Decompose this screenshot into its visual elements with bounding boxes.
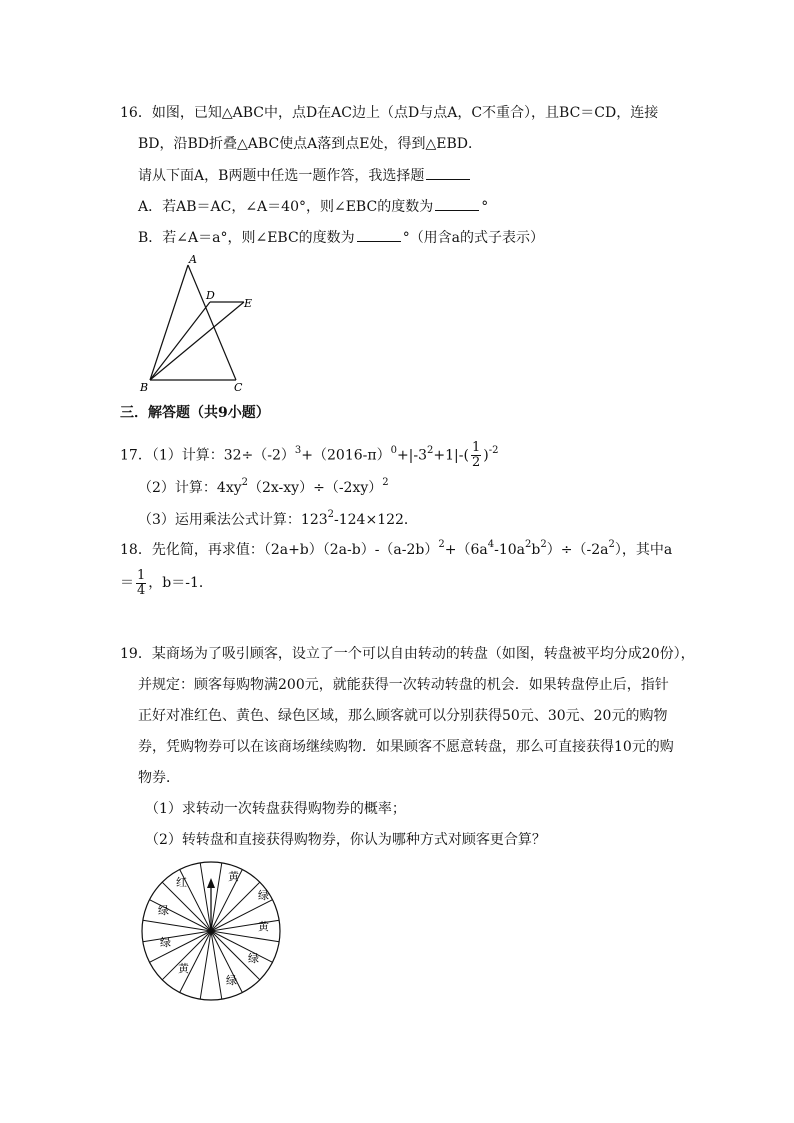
q19-line1: 19．某商场为了吸引顾客，设立了一个可以自由转动的转盘（如图，转盘被平均分成20份）， [120, 646, 695, 662]
fraction-numerator: 1 [471, 440, 481, 455]
q17-p1-abs: +|-3 [396, 447, 428, 464]
q16-line1: 16．如图，已知△ABC中，点D在AC边上（点D与点A，C不重合），且BC＝CD，连接 [120, 105, 659, 121]
q18-exp-b: 4 [487, 539, 495, 550]
answer-blank[interactable] [426, 165, 470, 180]
wheel-sector-label: 绿 [158, 904, 169, 917]
q17-exp-3: 3 [294, 444, 302, 456]
q16-line2: BD，沿BD折叠△ABC使点A落到点E处，得到△EBD． [138, 136, 482, 152]
q18-l2-a: ＝ [120, 575, 134, 591]
q19-sub1: （1）求转动一次转盘获得购物券的概率； [145, 801, 406, 817]
q17-exp-2: 2 [427, 444, 434, 456]
q17-p2-exp-b: 2 [382, 477, 389, 488]
wheel-sector-label: 绿 [226, 974, 237, 987]
q17-p1-mid: +（2016-π） [301, 447, 391, 464]
q18-exp-e: 2 [608, 539, 615, 550]
spinner-wheel [138, 858, 284, 1004]
fraction-denominator: 2 [471, 455, 481, 470]
q18-line2 [120, 568, 213, 598]
q18-l1-c: -10a [494, 542, 526, 558]
label-d: D [206, 289, 215, 302]
wheel-spoke [211, 882, 260, 931]
q17-exp-neg2: -2 [488, 444, 499, 456]
q17-part3 [138, 510, 418, 532]
q16-line3 [138, 165, 472, 186]
q17-exp-0: 0 [390, 444, 397, 456]
fraction-denominator: 4 [137, 582, 146, 598]
wheel-sector-label: 绿 [248, 952, 259, 965]
q18-l2-b: ，b＝-1． [148, 575, 213, 591]
q18-l1-a: 18．先化简，再求值：（2a+b）（2a-b）-（a-2b） [120, 542, 439, 558]
q18-exp-a: 2 [438, 539, 445, 550]
q17-p1-close: ) [483, 447, 489, 464]
q18-exp-c: 2 [525, 539, 532, 550]
q17-part2 [138, 478, 389, 500]
fraction-one-half [471, 441, 481, 470]
q19-line2: 并规定：顾客每购物满200元，就能获得一次转动转盘的机会．如果转盘停止后，指针 [138, 677, 669, 693]
q17-p2-exp-a: 2 [241, 477, 248, 488]
label-c: C [234, 381, 243, 394]
wheel-sector-label: 绿 [258, 889, 269, 902]
q17-p3-a: （3）运用乘法公式计算：123 [138, 512, 328, 528]
q19-line5: 物券． [138, 770, 180, 786]
section-title: 三．解答题（共9小题） [120, 405, 270, 421]
q17-p3-b: -124×122． [334, 512, 418, 528]
q16-option-b-tail: °（用含a的式子表示） [402, 230, 545, 246]
q17-part1 [120, 441, 498, 471]
q17-p2-a: （2）计算：4xy [138, 480, 242, 496]
q19-sub2: （2）转转盘和直接获得购物券，你认为哪种方式对顾客更合算？ [145, 832, 546, 848]
q19-line4: 券，凭购物券可以在该商场继续购物．如果顾客不愿意转盘，那么可直接获得10元的购 [138, 739, 674, 755]
degree-unit: ° [481, 199, 489, 215]
label-e: E [244, 297, 253, 310]
q17-p1-tail: +1|-( [433, 447, 469, 464]
q16-option-b [138, 227, 544, 248]
fraction-numerator: 1 [137, 567, 146, 583]
q16-option-a-text: A．若AB＝AC，∠A＝40°，则∠EBC的度数为 [138, 199, 434, 215]
fraction-one-quarter [136, 569, 146, 598]
triangle-figure [130, 252, 260, 397]
q19-line3: 正好对准红色、黄色、绿色区域，那么顾客就可以分别获得50元、30元、20元的购物 [138, 708, 668, 724]
pointer-arrow-icon [207, 878, 215, 888]
q16-option-b-text: B．若∠A＝a°，则∠EBC的度数为 [138, 230, 355, 246]
q18-l1-f: ），其中a [614, 542, 673, 558]
wheel-sector-label: 黄 [228, 870, 239, 883]
q17-p1-prefix: 17．（1）计算：32÷（-2） [120, 447, 295, 464]
label-b: B [140, 381, 149, 394]
wheel-spoke [162, 882, 211, 931]
q18-l1-d: b [531, 542, 541, 558]
wheel-sector-label: 黄 [258, 920, 269, 933]
edge-ac [188, 265, 236, 380]
q16-choose-text: 请从下面A，B两题中任选一题作答，我选择题 [138, 168, 425, 184]
label-a: A [189, 253, 197, 266]
q16-option-a [138, 196, 488, 217]
q17-p2-b: （2x-xy）÷（-2xy） [248, 480, 383, 496]
wheel-sector-label: 红 [176, 876, 187, 889]
wheel-sector-label: 黄 [178, 962, 189, 975]
q18-l1-b: +（6a [444, 542, 488, 558]
edge-ab [150, 265, 188, 380]
q17-p3-exp: 2 [327, 509, 335, 520]
edge-bd [150, 302, 210, 380]
q18-exp-d: 2 [540, 539, 547, 550]
q18-l1-e: ）÷（-2a [546, 542, 609, 558]
edge-be [150, 302, 244, 380]
wheel-sector-label: 绿 [160, 936, 171, 949]
q18-line1 [120, 540, 672, 562]
answer-blank[interactable] [435, 196, 479, 211]
answer-blank[interactable] [357, 227, 401, 242]
